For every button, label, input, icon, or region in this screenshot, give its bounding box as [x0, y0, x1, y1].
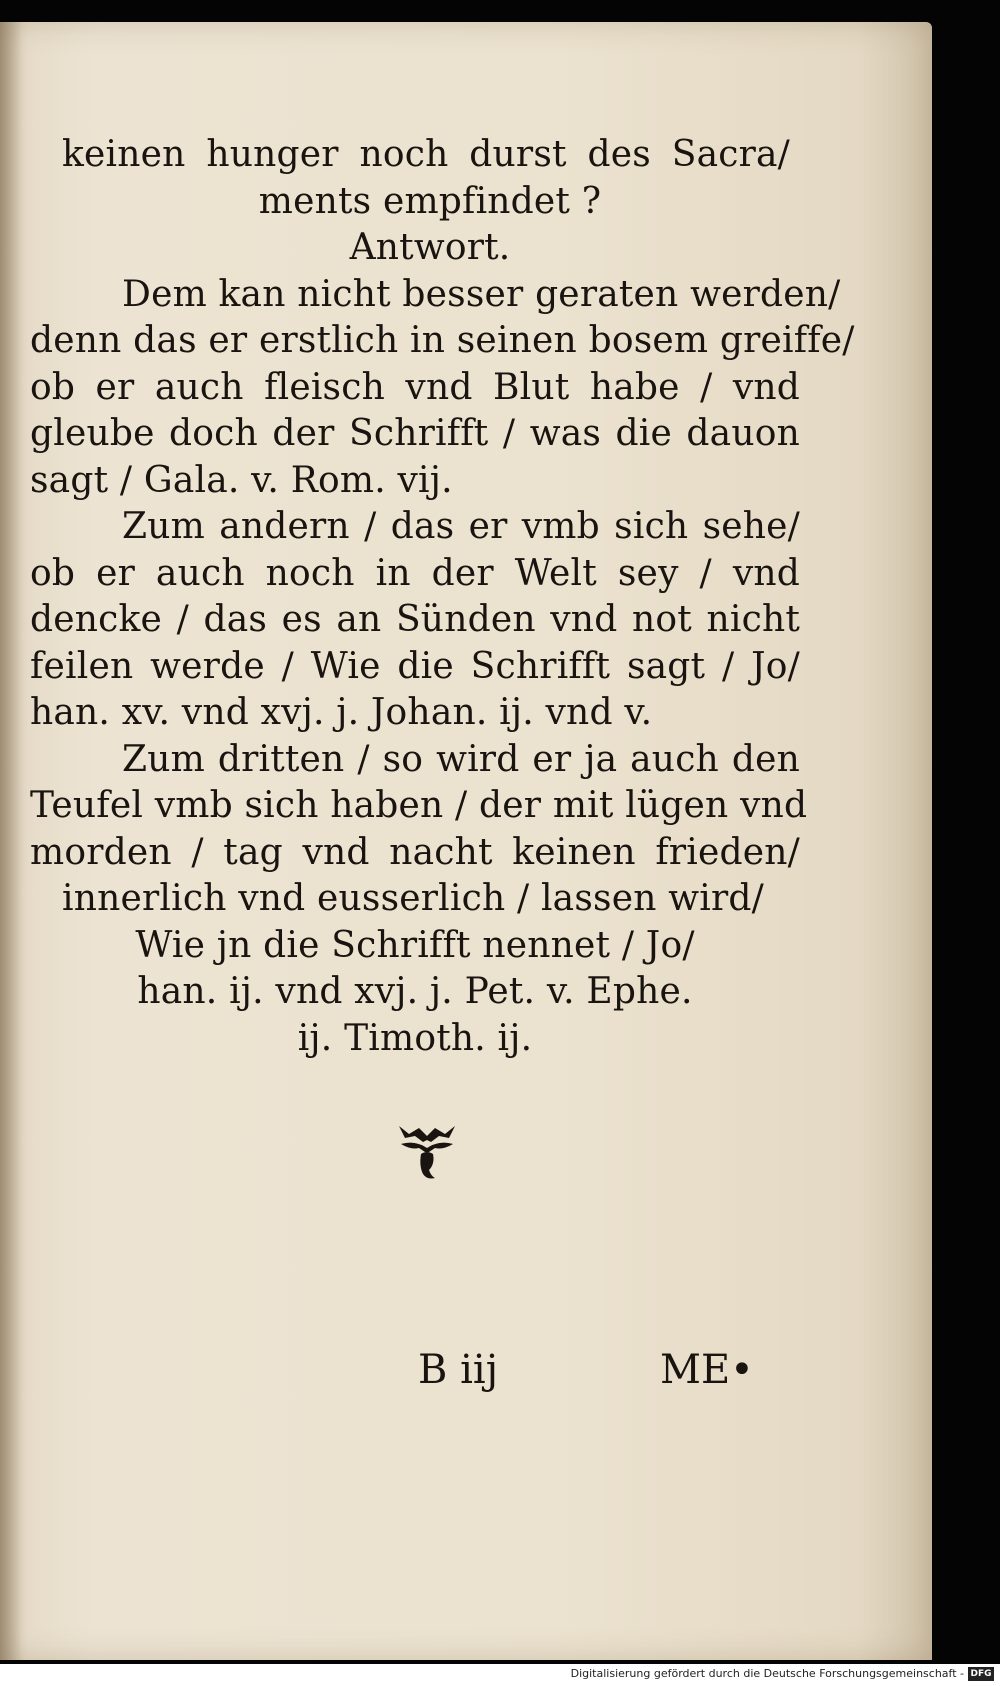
- text-line: Zum andern / das er vmb sich sehe/: [122, 506, 800, 547]
- book-page: [0, 22, 932, 1660]
- text-line: Wie jn die Schrifft nennet / Jo/: [135, 924, 695, 966]
- page-text: [30, 132, 855, 1062]
- text-line: sagt / Gala. v. Rom. vij.: [30, 459, 453, 501]
- text-line: feilen werde / Wie die Schrifft sagt / Jo/: [30, 645, 800, 687]
- text-line: morden / tag vnd nacht keinen frieden/: [30, 831, 800, 873]
- text-line: Teufel vmb sich haben / der mit lügen vnd: [30, 785, 808, 826]
- text-line: innerlich vnd eusserlich / lassen wird/: [62, 878, 764, 919]
- footer-credit: Digitalisierung gefördert durch die Deutsche Forschungsgemeinschaft -: [570, 1667, 964, 1680]
- text-line: Zum dritten / so wird er ja auch den: [122, 738, 800, 780]
- text-line: ob er auch fleisch vnd Blut habe / vnd: [30, 366, 800, 408]
- text-line: ments empfindet ?: [258, 180, 602, 222]
- text-line: Dem kan nicht besser geraten werden/: [122, 273, 841, 315]
- dfg-logo: DFG: [968, 1667, 994, 1681]
- text-line: keinen hunger noch durst des Sacra/: [62, 134, 790, 175]
- text-line: gleube doch der Schrifft / was die dauon: [30, 413, 800, 454]
- text-line: ij. Timoth. ij.: [297, 1017, 533, 1059]
- section-heading: Antwort.: [349, 227, 511, 268]
- signature-mark: B iij: [418, 1347, 499, 1393]
- catchword: ME•: [660, 1347, 754, 1393]
- digitization-footer: [0, 1664, 1000, 1686]
- text-line: han. ij. vnd xvj. j. Pet. v. Ephe.: [137, 971, 693, 1012]
- text-line: han. xv. vnd xvj. j. Johan. ij. vnd v.: [30, 692, 653, 733]
- text-line: ob er auch noch in der Welt sey / vnd: [30, 552, 800, 594]
- fleuron-ornament-icon: [395, 1122, 459, 1182]
- text-line: denn das er erstlich in seinen bosem greiffe/: [30, 320, 855, 361]
- text-line: dencke / das es an Sünden vnd not nicht: [30, 599, 800, 640]
